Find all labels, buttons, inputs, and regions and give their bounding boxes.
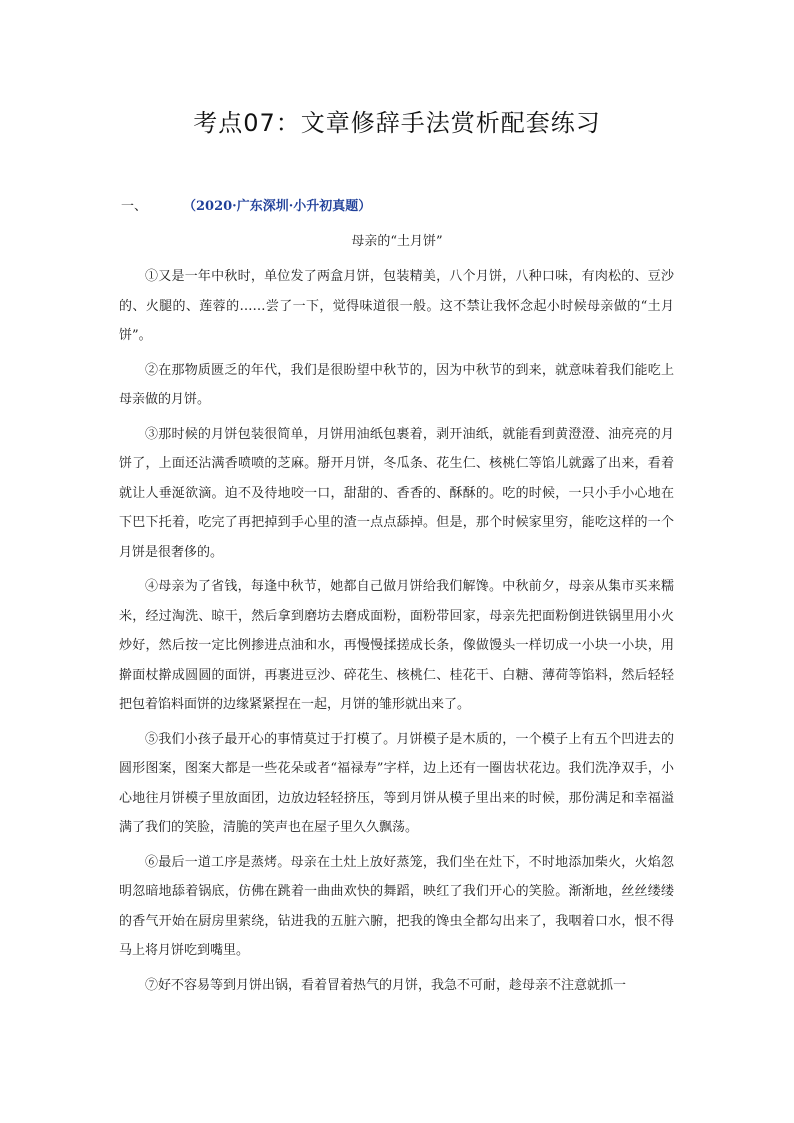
page-title: 考点07：文章修辞手法赏析配套练习	[193, 109, 601, 137]
section-number: 一、	[121, 199, 148, 214]
paragraph-3: ③那时候的月饼包装很简单，月饼用油纸包裹着，剥开油纸，就能看到黄澄澄、油亮亮的月饼了，上面还沾满香喷喷的芝麻。掰开月饼，冬瓜条、花生仁、核桃仁等馅儿就露了出来，看着就让人垂涎欲滴。迫不及待地咬一口，甜甜的、香香的、酥酥的。吃的时候，一只小手小心地在下巴下托着，吃完了再把掉到手心里的渣一点点舔掉。但是，那个时候家里穷，能吃这样的一个月饼是很奢侈的。	[119, 426, 674, 560]
exam-source: （2020·广东深圳·小升初真题）	[183, 199, 372, 214]
paragraph-1: ①又是一年中秋时，单位发了两盒月饼，包装精美，八个月饼，八种口味，有肉松的、豆沙的、火腿的、莲蓉的……尝了一下，觉得味道很一般。这不禁让我怀念起小时候母亲做的“土月饼”。	[119, 269, 674, 343]
paragraph-6: ⑥最后一道工序是蒸烤。母亲在土灶上放好蒸笼，我们坐在灶下，不时地添加柴火，火焰忽明忽暗地舔着锅底，仿佛在跳着一曲曲欢快的舞蹈，映红了我们开心的笑脸。渐渐地，丝丝缕缕的香气开始在厨房里萦绕，钻进我的五脏六腑，把我的馋虫全都勾出来了，我咽着口水，恨不得马上将月饼吃到嘴里。	[119, 854, 674, 958]
paragraph-2: ②在那物质匮乏的年代，我们是很盼望中秋节的，因为中秋节的到来，就意味着我们能吃上母亲做的月饼。	[119, 362, 674, 407]
article-title: 母亲的“土月饼”	[351, 234, 443, 249]
paragraph-5: ⑤我们小孩子最开心的事情莫过于打模了。月饼模子是木质的，一个模子上有五个凹进去的圆形图案，图案大都是一些花朵或者“福禄寿”字样，边上还有一圈齿状花边。我们洗净双手，小心地往月饼模子里放面团，边放边轻轻挤压，等到月饼从模子里出来的时候，那份满足和幸福溢满了我们的笑脸，清脆的笑声也在屋子里久久飘荡。	[119, 731, 674, 835]
paragraph-4: ④母亲为了省钱，每逢中秋节，她都自己做月饼给我们解馋。中秋前夕，母亲从集市买来糯米，经过淘洗、晾干，然后拿到磨坊去磨成面粉，面粉带回家，母亲先把面粉倒进铁锅里用小火炒好，然后按一定比例掺进点油和水，再慢慢揉搓成长条，像做馒头一样切成一小块一小块，用擀面杖擀成圆圆的面饼，再裹进豆沙、碎花生、核桃仁、桂花干、白糖、薄荷等馅料，然后轻轻把包着馅料面饼的边缘紧紧捏在一起，月饼的雏形就出来了。	[119, 579, 674, 712]
paragraph-7: ⑦好不容易等到月饼出锅，看着冒着热气的月饼，我急不可耐，趁母亲不注意就抓一	[145, 977, 627, 993]
article-body	[119, 262, 674, 1000]
